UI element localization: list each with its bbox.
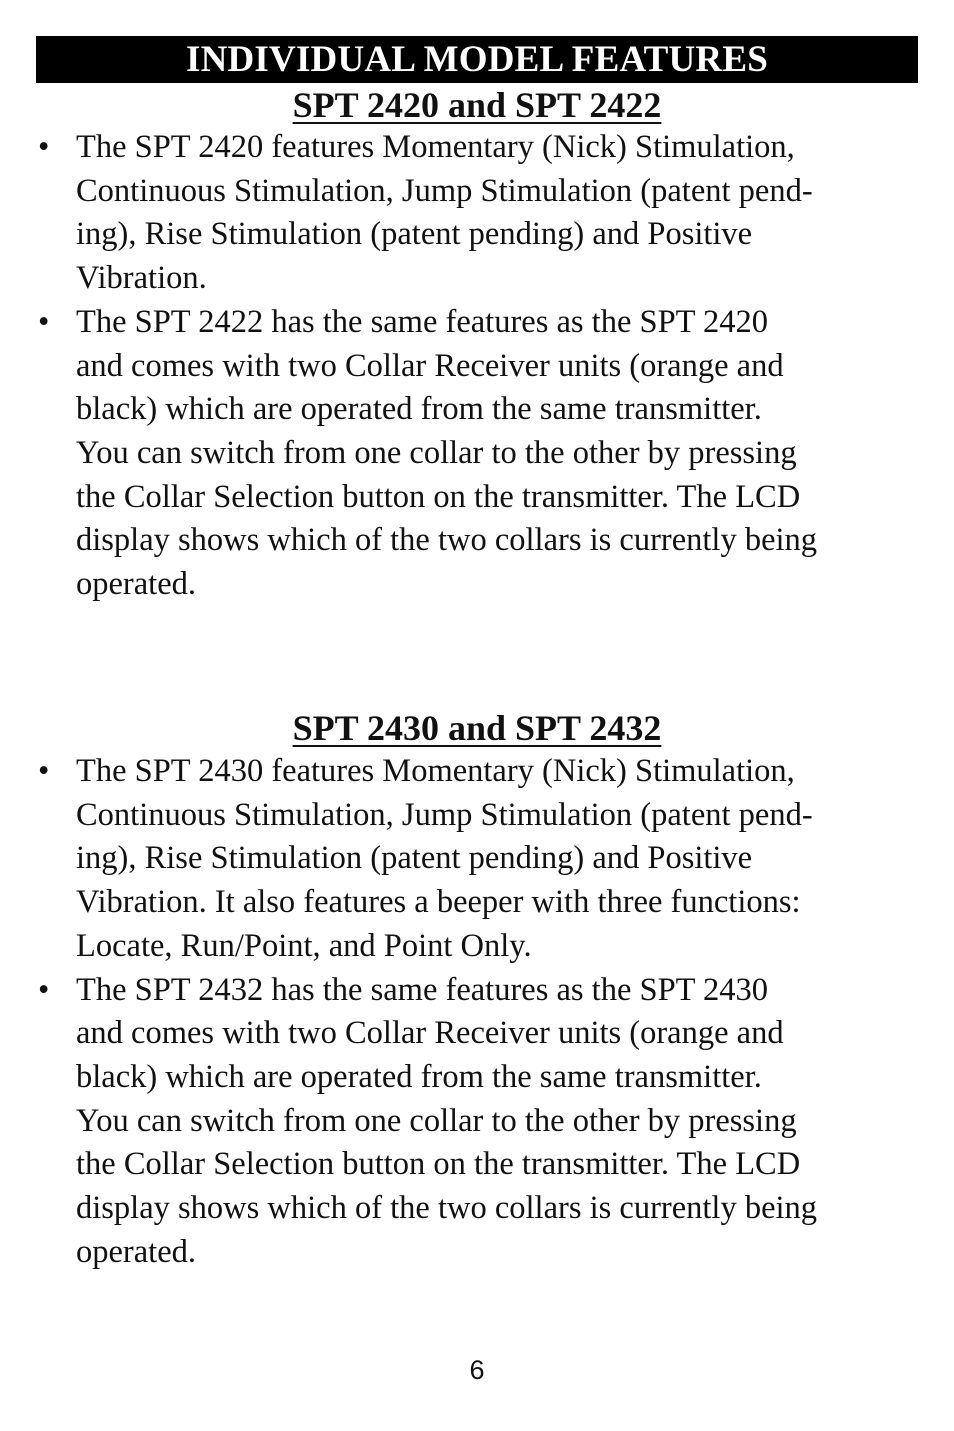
text-line: The SPT 2420 features Momentary (Nick) Stimulation, — [76, 129, 795, 165]
feature-list-spt-2430-2432 — [36, 750, 926, 1274]
text-line: operated. — [76, 566, 197, 603]
list-item — [36, 301, 926, 607]
list-item — [36, 126, 926, 301]
list-item — [36, 969, 926, 1275]
text-line: ing), Rise Stimulation (patent pending) and Positive — [76, 840, 753, 877]
text-line: Locate, Run/Point, and Point Only. — [76, 927, 532, 964]
bullet-icon: • — [38, 971, 50, 1008]
bullet-icon: • — [38, 753, 50, 789]
text-line: display shows which of the two collars is currently being — [76, 522, 818, 559]
text-line: The SPT 2422 has the same features as the SPT 2420 — [76, 303, 769, 340]
text-line: Continuous Stimulation, Jump Stimulation (patent pend- — [76, 796, 813, 833]
bullet-icon: • — [38, 129, 50, 165]
text-line: black) which are operated from the same transmitter. — [76, 1058, 762, 1095]
bullet-icon: • — [38, 303, 50, 340]
text-line: The SPT 2432 has the same features as the SPT 2430 — [76, 971, 769, 1008]
text-line: the Collar Selection button on the transmitter. The LCD — [76, 478, 801, 515]
text-line: display shows which of the two collars is currently being — [76, 1190, 818, 1227]
section-title-spt-2430-2432: SPT 2430 and SPT 2432 — [292, 708, 662, 748]
text-line: and comes with two Collar Receiver units (orange and — [76, 1015, 784, 1052]
text-line: black) which are operated from the same transmitter. — [76, 391, 762, 428]
text-line: You can switch from one collar to the other by pressing — [76, 434, 797, 471]
text-line: You can switch from one collar to the other by pressing — [76, 1102, 797, 1139]
text-line: operated. — [76, 1233, 197, 1270]
text-line: Continuous Stimulation, Jump Stimulation (patent pend- — [76, 172, 813, 209]
text-line: Vibration. — [76, 260, 207, 297]
page-header-bar: INDIVIDUAL MODEL FEATURES — [36, 36, 918, 83]
text-line: the Collar Selection button on the transmitter. The LCD — [76, 1146, 801, 1183]
text-line: The SPT 2430 features Momentary (Nick) Stimulation, — [76, 753, 795, 789]
text-line: Vibration. It also features a beeper with three functions: — [76, 884, 801, 921]
page-number: 6 — [469, 1355, 485, 1385]
section-title-spt-2420-2422: SPT 2420 and SPT 2422 — [292, 85, 662, 125]
list-item — [36, 750, 926, 969]
text-line: ing), Rise Stimulation (patent pending) and Positive — [76, 216, 753, 253]
text-line: and comes with two Collar Receiver units (orange and — [76, 347, 784, 384]
feature-list-spt-2420-2422 — [36, 126, 926, 607]
